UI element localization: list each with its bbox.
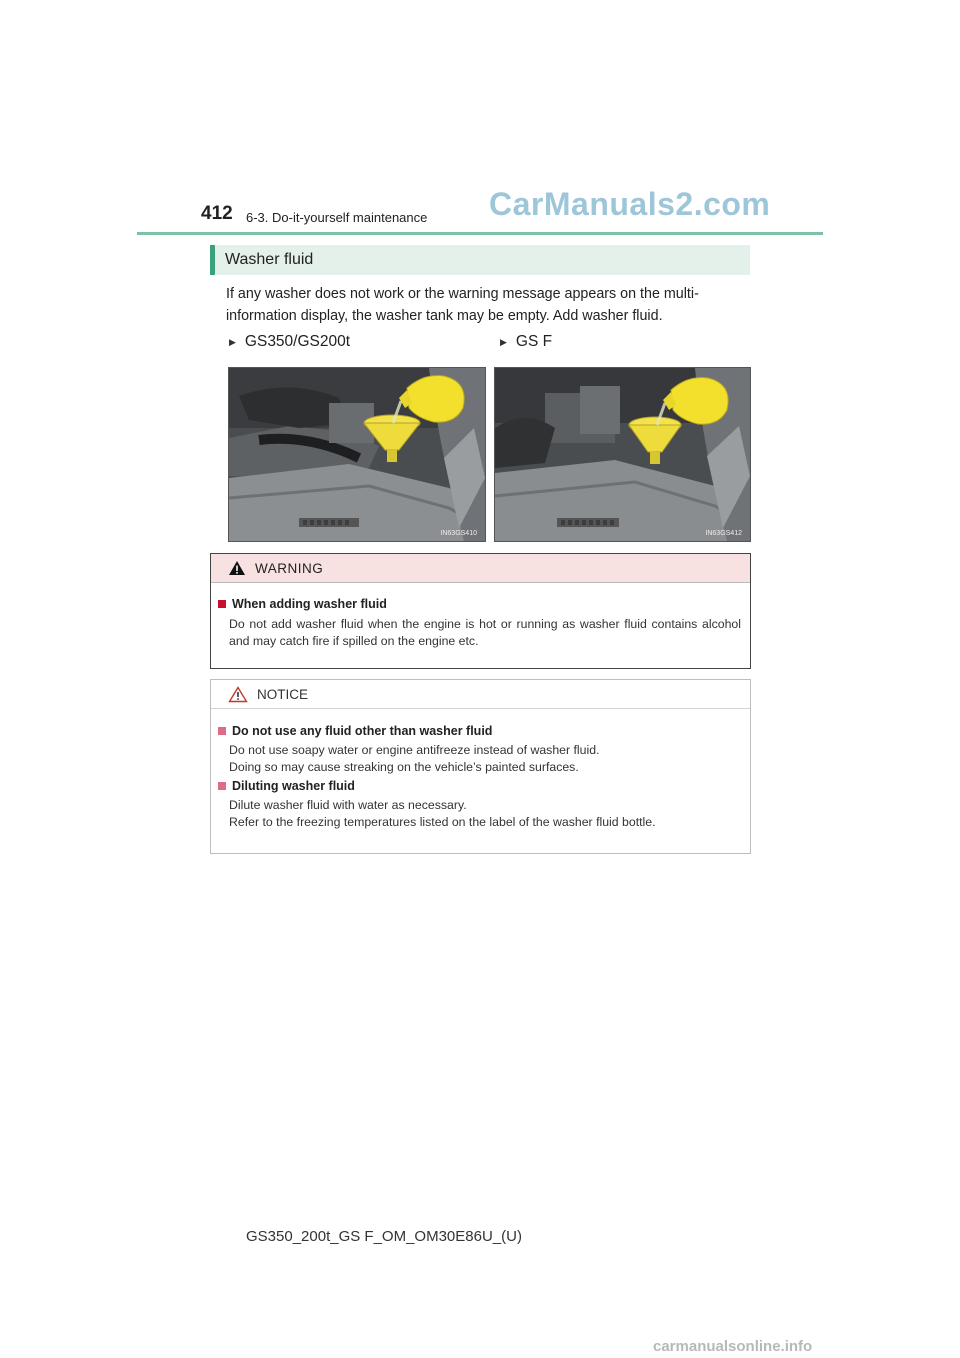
variant-label-gsf — [500, 333, 552, 351]
watermark-bottom[interactable]: carmanualsonline.info — [653, 1338, 813, 1355]
warning-item-title: When adding washer fluid — [218, 597, 750, 611]
variant-label-text: GS350/GS200t — [244, 333, 351, 350]
variant-label-text: GS F — [515, 333, 553, 350]
triangle-right-icon: ▶ — [500, 336, 507, 347]
warning-header — [211, 554, 750, 583]
watermark-top[interactable]: CarManuals2.com — [489, 186, 771, 222]
section-label: 6-3. Do-it-yourself maintenance — [246, 210, 428, 225]
square-bullet-icon — [218, 727, 226, 735]
warning-item-body: Do not add washer fluid when the engine is hot or running as washer fluid contains alcohol and may catch fire if spilled on the engine etc. — [229, 617, 741, 648]
notice-content — [211, 709, 750, 830]
engine-bay-illustration — [495, 368, 750, 541]
intro-paragraph: If any washer does not work or the warning message appears on the multi-information display, the washer tank may be empty. Add washer fluid. — [226, 286, 699, 324]
warning-box — [210, 553, 751, 669]
square-bullet-icon — [218, 782, 226, 790]
engine-photo-gs350 — [228, 367, 486, 542]
triangle-right-icon: ▶ — [229, 336, 236, 347]
warning-title: WARNING — [255, 560, 324, 576]
notice-box — [210, 679, 751, 854]
notice-title: NOTICE — [257, 686, 309, 702]
square-bullet-icon — [218, 600, 226, 608]
page-number: 412 — [201, 203, 233, 224]
notice-item-title: Do not use any fluid other than washer fluid — [218, 724, 750, 738]
notice-item-line: Do not use soapy water or engine antifreeze instead of washer fluid. — [229, 743, 600, 757]
engine-bay-illustration — [229, 368, 485, 541]
caution-triangle-icon — [228, 686, 248, 703]
header-rule — [137, 232, 823, 235]
notice-item-line: Dilute washer fluid with water as necessary. — [229, 798, 467, 812]
notice-item-line: Doing so may cause streaking on the vehicle’s painted surfaces. — [229, 759, 579, 774]
warning-triangle-icon — [228, 560, 246, 576]
warning-content — [211, 583, 750, 649]
notice-header — [211, 680, 750, 709]
variant-label-gs350 — [229, 333, 350, 351]
section-heading-accent — [210, 245, 215, 275]
engine-photo-gsf — [494, 367, 751, 542]
notice-item-title: Diluting washer fluid — [218, 779, 750, 793]
section-heading: Washer fluid — [225, 251, 314, 268]
image-code: IN63GS410 — [440, 530, 477, 537]
notice-item-line: Refer to the freezing temperatures listed on the label of the washer fluid bottle. — [229, 814, 656, 829]
manual-code: GS350_200t_GS F_OM_OM30E86U_(U) — [246, 1228, 522, 1245]
image-code: IN63GS412 — [705, 530, 742, 537]
